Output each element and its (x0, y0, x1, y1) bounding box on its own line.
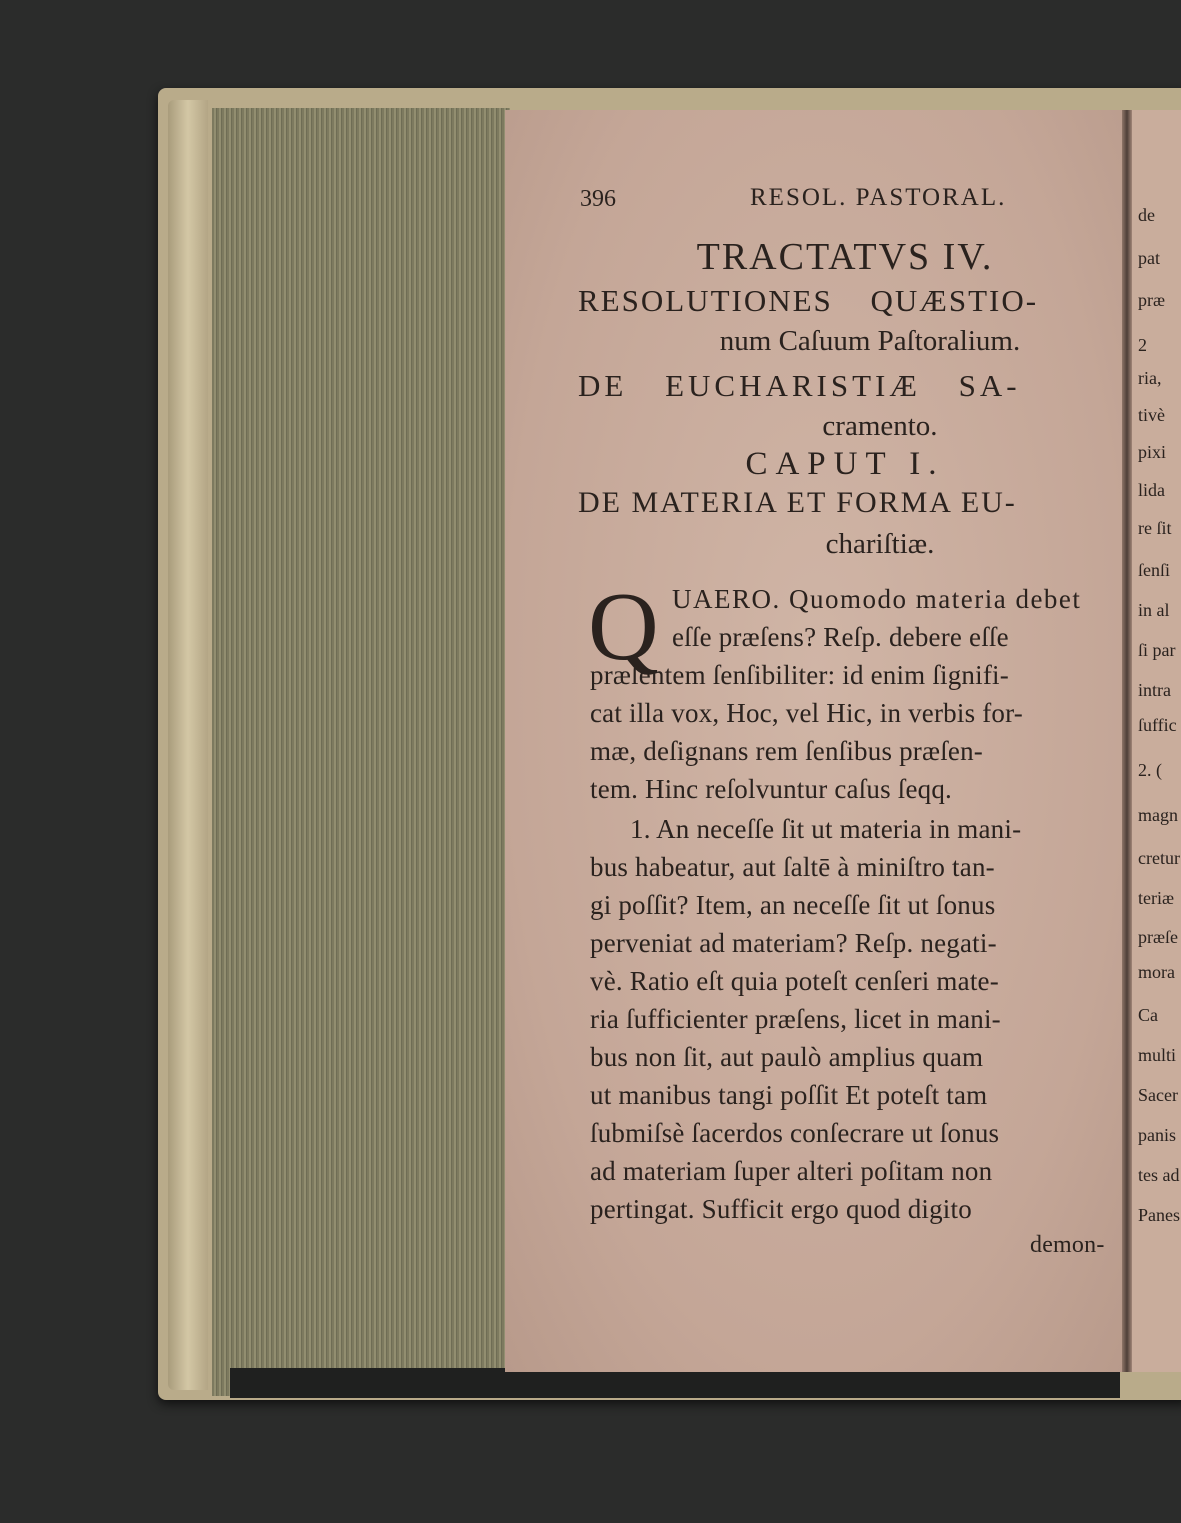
next-page-fragment: ſuffic (1138, 715, 1177, 735)
body-line: cat illa vox, Hoc, vel Hic, in verbis for- (590, 698, 1023, 728)
body-line: ria ſufficienter præſens, licet in mani- (590, 1004, 1001, 1034)
next-page-fragment: ſi par (1138, 640, 1176, 660)
page-number: 396 (580, 186, 616, 212)
next-page-fragment: ria, (1138, 368, 1162, 388)
heading-resolutiones: RESOLUTIONES QUÆSTIO- (578, 283, 1039, 318)
next-page-fragment: pixi (1138, 442, 1167, 462)
running-title: RESOL. PASTORAL. (750, 184, 1007, 211)
next-page-fragment: lida (1138, 480, 1165, 500)
body-line: ad materiam ſuper alteri poſitam non (590, 1156, 993, 1186)
drop-cap: Q (588, 573, 659, 681)
heading-caput: CAPUT I. (745, 446, 945, 482)
next-page-fragment: 2. ( (1138, 760, 1162, 780)
next-page-fragment: Ca (1138, 1005, 1158, 1025)
next-page-fragment: pat (1138, 248, 1160, 268)
body-line: demon- (1030, 1232, 1105, 1258)
next-page-fragment: teriæ (1138, 888, 1174, 908)
next-page-fragment: ſenſi (1138, 560, 1170, 580)
heading-casuum: num Caſuum Paſtoralium. (719, 325, 1021, 357)
gutter (1122, 110, 1132, 1372)
body-line: eſſe præſens? Reſp. debere eſſe (672, 622, 1009, 652)
next-page-fragment: intra (1138, 680, 1171, 700)
body-line: bus habeatur, aut ſaltē à miniſtro tan- (590, 852, 995, 882)
next-page-fragment: præſe (1138, 927, 1178, 947)
body-line: bus non ſit, aut paulò amplius quam (590, 1042, 984, 1072)
heading-cramento: cramento. (822, 410, 938, 442)
body-line: ſubmiſsè ſacerdos conſecrare ut ſonus (590, 1118, 1000, 1148)
next-page-fragment: in al (1138, 600, 1170, 620)
book-spine (168, 100, 208, 1390)
next-page-fragment: panis (1138, 1125, 1176, 1145)
body-line: vè. Ratio eſt quia poteſt cenſeri mate- (590, 966, 999, 996)
body-line: pertingat. Sufficit ergo quod digito (590, 1194, 972, 1224)
heading-materia: DE MATERIA ET FORMA EU- (578, 486, 1017, 519)
body-line: perveniat ad materiam? Reſp. negati- (590, 928, 997, 958)
next-page-fragment: 2 (1138, 335, 1147, 355)
book-shadow (230, 1368, 1120, 1398)
body-line: mæ, deſignans rem ſenſibus præſen- (590, 736, 983, 766)
next-page-fragment: de (1138, 205, 1155, 225)
next-page-fragment: cretur (1138, 848, 1180, 868)
next-page-fragment: Panes (1138, 1205, 1180, 1225)
next-page-fragment: tivè (1138, 405, 1165, 425)
next-page-fragment: magn (1138, 805, 1178, 825)
body-line: præſentem ſenſibiliter: id enim ſignifi- (590, 660, 1009, 690)
next-page-fragment: re ſit (1138, 518, 1172, 538)
heading-tractatus: TRACTATVS IV. (696, 236, 994, 278)
heading-eucharistiae: DE EUCHARISTIÆ SA- (578, 368, 1021, 403)
page-block-edges (212, 108, 510, 1396)
body-line: tem. Hinc reſolvuntur caſus ſeqq. (590, 774, 953, 804)
body-line: gi poſſit? Item, an neceſſe ſit ut ſonus (590, 890, 996, 920)
heading-charistiae: chariſtiæ. (825, 528, 935, 560)
body-line: UAERO. Quomodo materia debet (672, 584, 1082, 614)
next-page-fragment: præ (1138, 290, 1165, 310)
right-page-fragment (1132, 110, 1181, 1372)
next-page-fragment: Sacer (1138, 1085, 1178, 1105)
body-line: ut manibus tangi poſſit Et poteſt tam (590, 1080, 988, 1110)
next-page-fragment: multi (1138, 1045, 1177, 1065)
next-page-fragment: mora (1138, 962, 1175, 982)
next-page-fragment: tes ad (1138, 1165, 1180, 1185)
body-line: 1. An neceſſe ſit ut materia in mani- (630, 814, 1022, 844)
